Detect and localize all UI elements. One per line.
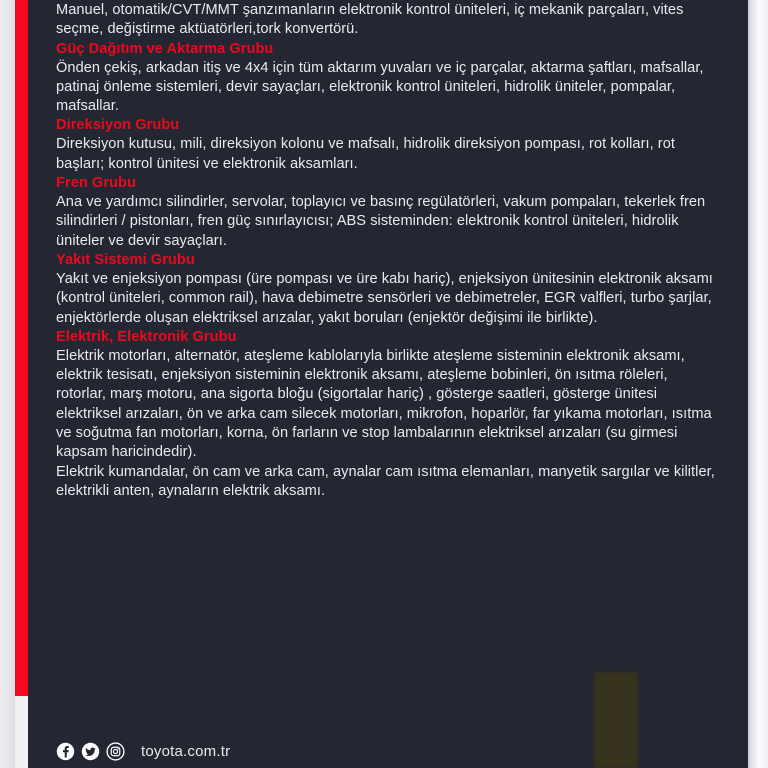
background-artifact-block xyxy=(594,672,638,768)
section-paragraph-direksiyon: Direksiyon kutusu, mili, direksiyon kolonu ve mafsalı, hidrolik direksiyon pompası, rot kolları, rot başları; kontrol ünitesi ve elektronik aksamları. xyxy=(56,136,675,172)
section-heading-direksiyon: Direksiyon Grubu xyxy=(56,117,180,134)
page-gutter-left xyxy=(0,0,15,768)
social-link-twitter[interactable] xyxy=(81,742,100,761)
section-paragraph-guc-dagitim: Önden çekiş, arkadan itiş ve 4x4 için tüm aktarım yuvaları ve iç parçalar, aktarma şaftları, mafsallar, patinaj önleme sistemleri, devir sayaçları, elektronik kontrol üniteleri, hidrolik üniteler, pompalar, mafsallar. xyxy=(56,59,704,115)
social-link-facebook[interactable] xyxy=(56,742,75,761)
page-gutter-right[interactable] xyxy=(748,0,768,768)
section-heading-guc-dagitim: Güç Dağıtım ve Aktarma Grubu xyxy=(56,40,274,57)
social-link-instagram[interactable] xyxy=(106,742,125,761)
intro-paragraph: Manuel, otomatik/CVT/MMT şanzımanların elektronik kontrol üniteleri, iç mekanik parçaları, vites seçme, değiştirme aktüatörleri,tork konvertörü. xyxy=(56,2,684,38)
section-paragraph-elektrik-elektronik-2: Elektrik kumandalar, ön cam ve arka cam, aynalar cam ısıtma elemanları, manyetik sargılar ve kilitler, elektrikli anten, aynaların elektrik aksamı. xyxy=(56,463,715,499)
social-links xyxy=(56,742,125,761)
section-heading-elektrik-elektronik: Elektrik, Elektronik Grubu xyxy=(56,328,237,345)
instagram-icon xyxy=(106,742,125,761)
section-paragraph-yakit-sistemi: Yakıt ve enjeksiyon pompası (üre pompası ve üre kabı hariç), enjeksiyon ünitesinin elektronik aksamı (kontrol üniteleri, common rail), hava debimetre sensörleri ve debimetreler, EGR valfleri, turbo şarjlar, enjektörlerde oluşan elektriksel arızalar, yakıt boruları (enjektör değişimi ile birlikte). xyxy=(56,270,713,326)
section-paragraph-elektrik-elektronik-1: Elektrik motorları, alternatör, ateşleme kablolarıyla birlikte ateşleme sisteminin elektronik aksamı, elektrik tesisatı, enjeksiyon sisteminin elektronik aksamı, ateşleme bobinleri, ön ısıtma röleleri, rotorlar, marş motoru, ana sigorta bloğu (sigortalar hariç) , gösterge saatleri, gösterge ünitesi elektriksel arızaları, ön ve arka cam silecek motorları, mikrofon, hoparlör, far yıkama motorları, ısıtma ve soğutma fan motorları, korna, ön farların ve stop lambalarının elektriksel arızaları (su girmesi kapsam haricindedir). xyxy=(56,347,712,461)
red-accent-bar xyxy=(15,0,28,696)
twitter-icon xyxy=(81,742,100,761)
section-heading-yakit-sistemi: Yakıt Sistemi Grubu xyxy=(56,251,195,268)
site-url-text[interactable]: toyota.com.tr xyxy=(141,743,231,760)
document-content xyxy=(56,0,716,501)
section-paragraph-fren: Ana ve yardımcı silindirler, servolar, toplayıcı ve basınç regülatörleri, vakum pompaları, tekerlek fren silindirleri / pistonları, fren güç sınırlayıcısı; ABS sisteminden: elektronik kontrol üniteleri, hidrolik üniteler ve devir sayaçları. xyxy=(56,194,706,249)
facebook-icon xyxy=(56,742,75,761)
footer xyxy=(56,742,230,761)
section-heading-fren: Fren Grubu xyxy=(56,175,136,192)
